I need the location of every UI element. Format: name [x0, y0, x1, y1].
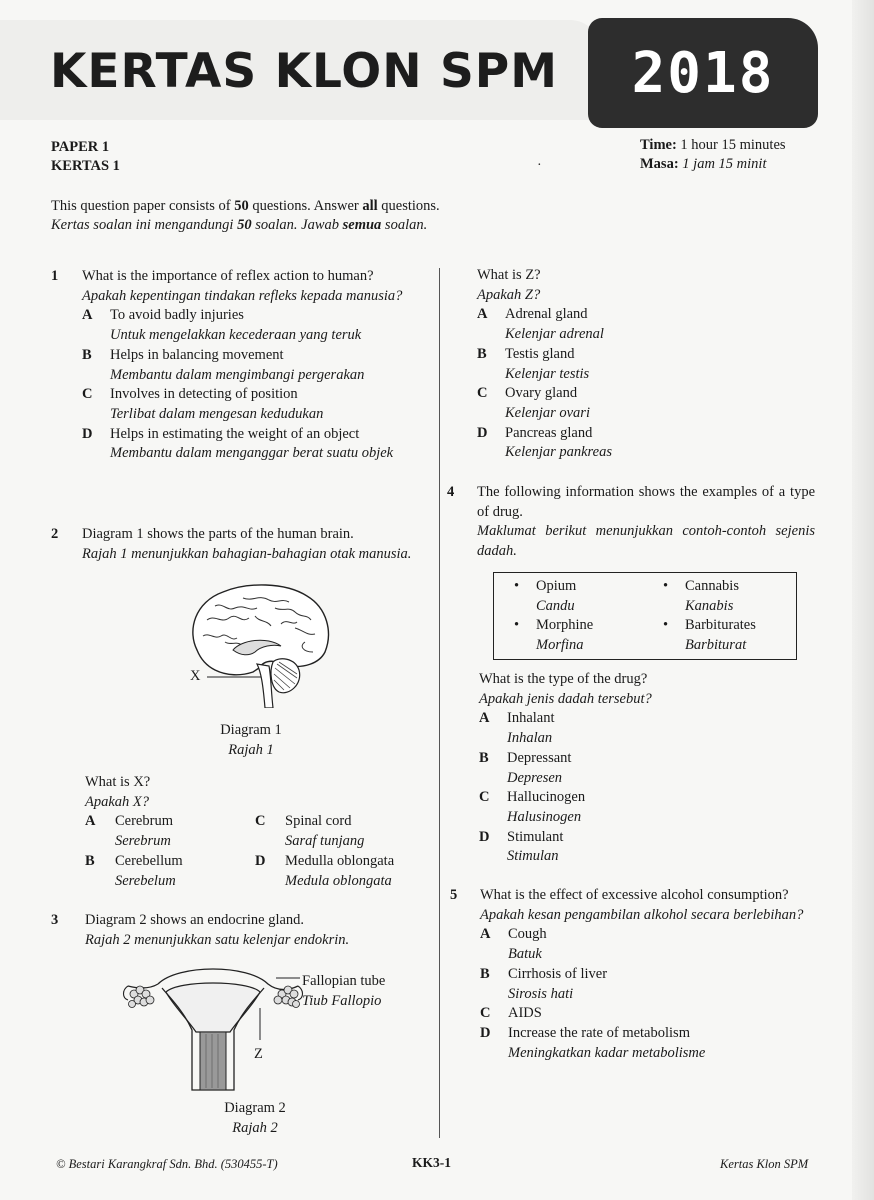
question-2-options	[85, 812, 425, 892]
question-text-ms: Apakah kesan pengambilan alkohol secara berlebihan?	[480, 906, 804, 923]
option-b[interactable]: B Cerebellum Serebelum	[85, 853, 183, 890]
paper-line-ms: KERTAS 1	[51, 158, 120, 174]
drug-item: • Morphine Morfina	[514, 617, 594, 653]
brain-diagram	[185, 580, 335, 708]
time-label: Time:	[640, 137, 677, 153]
question-number: 4	[447, 484, 455, 500]
question-number: 3	[51, 912, 59, 928]
footer-series: Kertas Klon SPM	[720, 1157, 809, 1171]
page-title: KERTAS KLON SPM	[50, 44, 559, 99]
option-d[interactable]: D Helps in estimating the weight of an object Membantu dalam menganggar berat suatu objek	[82, 425, 394, 462]
option-c[interactable]: C Spinal cord Saraf tunjang	[255, 813, 365, 850]
option-a[interactable]: A To avoid badly injuries Untuk mengelakkan kecederaan yang teruk	[82, 307, 362, 344]
option-b[interactable]: B Testis gland Kelenjar testis	[477, 345, 590, 382]
footer-copyright: © Bestari Karangkraf Sdn. Bhd. (530455-T)	[56, 1157, 278, 1171]
question-text-ms: Rajah 1 menunjukkan bahagian-bahagian otak manusia.	[82, 545, 412, 562]
option-a[interactable]: A Cough Batuk	[480, 926, 547, 963]
paper-line-en: PAPER 1	[51, 139, 110, 155]
option-d[interactable]: D Stimulant Stimulan	[479, 828, 564, 865]
option-b[interactable]: B Depressant Depresen	[479, 749, 572, 786]
option-c[interactable]: C AIDS	[480, 1005, 542, 1022]
ask-ms: Apakah X?	[85, 793, 150, 810]
drug-item: • Opium Candu	[514, 578, 577, 614]
fallopian-tube-label: Fallopian tube Tiub Fallopio	[302, 973, 386, 1009]
question-text-en: Diagram 2 shows an endocrine gland.	[85, 912, 305, 928]
option-a[interactable]: A Cerebrum Serebrum	[85, 813, 173, 850]
column-divider	[439, 268, 440, 1138]
option-b[interactable]: B Helps in balancing movement Membantu dalam mengimbangi pergerakan	[82, 346, 365, 383]
time-info	[640, 136, 786, 174]
option-c[interactable]: C Ovary gland Kelenjar ovari	[477, 385, 590, 421]
masa-label: Masa:	[640, 156, 679, 172]
uterus-diagram	[118, 960, 308, 1095]
stray-mark: ·	[537, 158, 542, 173]
ask-ms: Apakah Z?	[477, 286, 541, 303]
question-number: 1	[51, 268, 59, 284]
paper-label	[51, 138, 120, 176]
drug-info-box	[493, 572, 797, 660]
option-d[interactable]: D Medulla oblongata Medula oblongata	[255, 853, 395, 890]
footer-page-code: KK3-1	[412, 1155, 451, 1170]
diagram-1-caption: Diagram 1 Rajah 1	[220, 722, 282, 758]
question-text-en: What is the effect of excessive alcohol consumption?	[480, 887, 789, 903]
ask-en: What is X?	[85, 774, 151, 790]
option-c[interactable]: C Involves in detecting of position Terlibat dalam mengesan kedudukan	[82, 386, 324, 422]
question-number: 5	[450, 887, 458, 903]
ask-en: What is Z?	[477, 267, 541, 283]
label-z: Z	[254, 1046, 263, 1062]
option-a[interactable]: A Inhalant Inhalan	[479, 710, 555, 747]
question-text-en: What is the importance of reflex action to human?	[82, 268, 374, 284]
ask-ms: Apakah jenis dadah tersebut?	[479, 690, 652, 707]
instructions-en: This question paper consists of 50 questions. Answer all questions.	[51, 198, 440, 214]
drug-item: • Barbiturates Barbiturat	[663, 617, 756, 653]
question-4-ask	[479, 670, 819, 867]
page-edge-shadow	[852, 0, 874, 1200]
question-text-en: Diagram 1 shows the parts of the human brain.	[82, 526, 354, 542]
time-value: 1 hour 15 minutes	[676, 137, 786, 153]
masa-value: 1 jam 15 minit	[678, 156, 767, 172]
question-text-ms: Apakah kepentingan tindakan refleks kepada manusia?	[82, 287, 403, 304]
question-number: 2	[51, 526, 59, 542]
question-text-ms: Maklumat berikut menunjukkan contoh-contoh sejenis dadah.	[477, 523, 815, 560]
option-a[interactable]: A Adrenal gland Kelenjar adrenal	[477, 306, 604, 343]
ask-en: What is the type of the drug?	[479, 671, 648, 687]
option-b[interactable]: B Cirrhosis of liver Sirosis hati	[480, 965, 608, 1002]
label-x: X	[190, 668, 201, 684]
question-3-ask	[477, 266, 817, 463]
drug-item: • Cannabis Kanabis	[663, 578, 739, 614]
instructions-ms: Kertas soalan ini mengandungi 50 soalan. Jawab semua soalan.	[51, 217, 428, 233]
instructions	[51, 197, 440, 235]
question-text-en: The following information shows the examples of a type of drug.	[477, 484, 815, 520]
option-d[interactable]: D Increase the rate of metabolism Meningkatkan kadar metabolisme	[480, 1024, 706, 1061]
year-text: 2018	[631, 41, 775, 106]
option-d[interactable]: D Pancreas gland Kelenjar pankreas	[477, 424, 612, 461]
question-2-ask	[85, 773, 425, 892]
year-badge	[588, 18, 818, 128]
diagram-2-caption: Diagram 2 Rajah 2	[224, 1100, 286, 1136]
option-c[interactable]: C Hallucinogen Halusinogen	[479, 789, 586, 825]
question-text-ms: Rajah 2 menunjukkan satu kelenjar endokrin.	[85, 931, 350, 948]
